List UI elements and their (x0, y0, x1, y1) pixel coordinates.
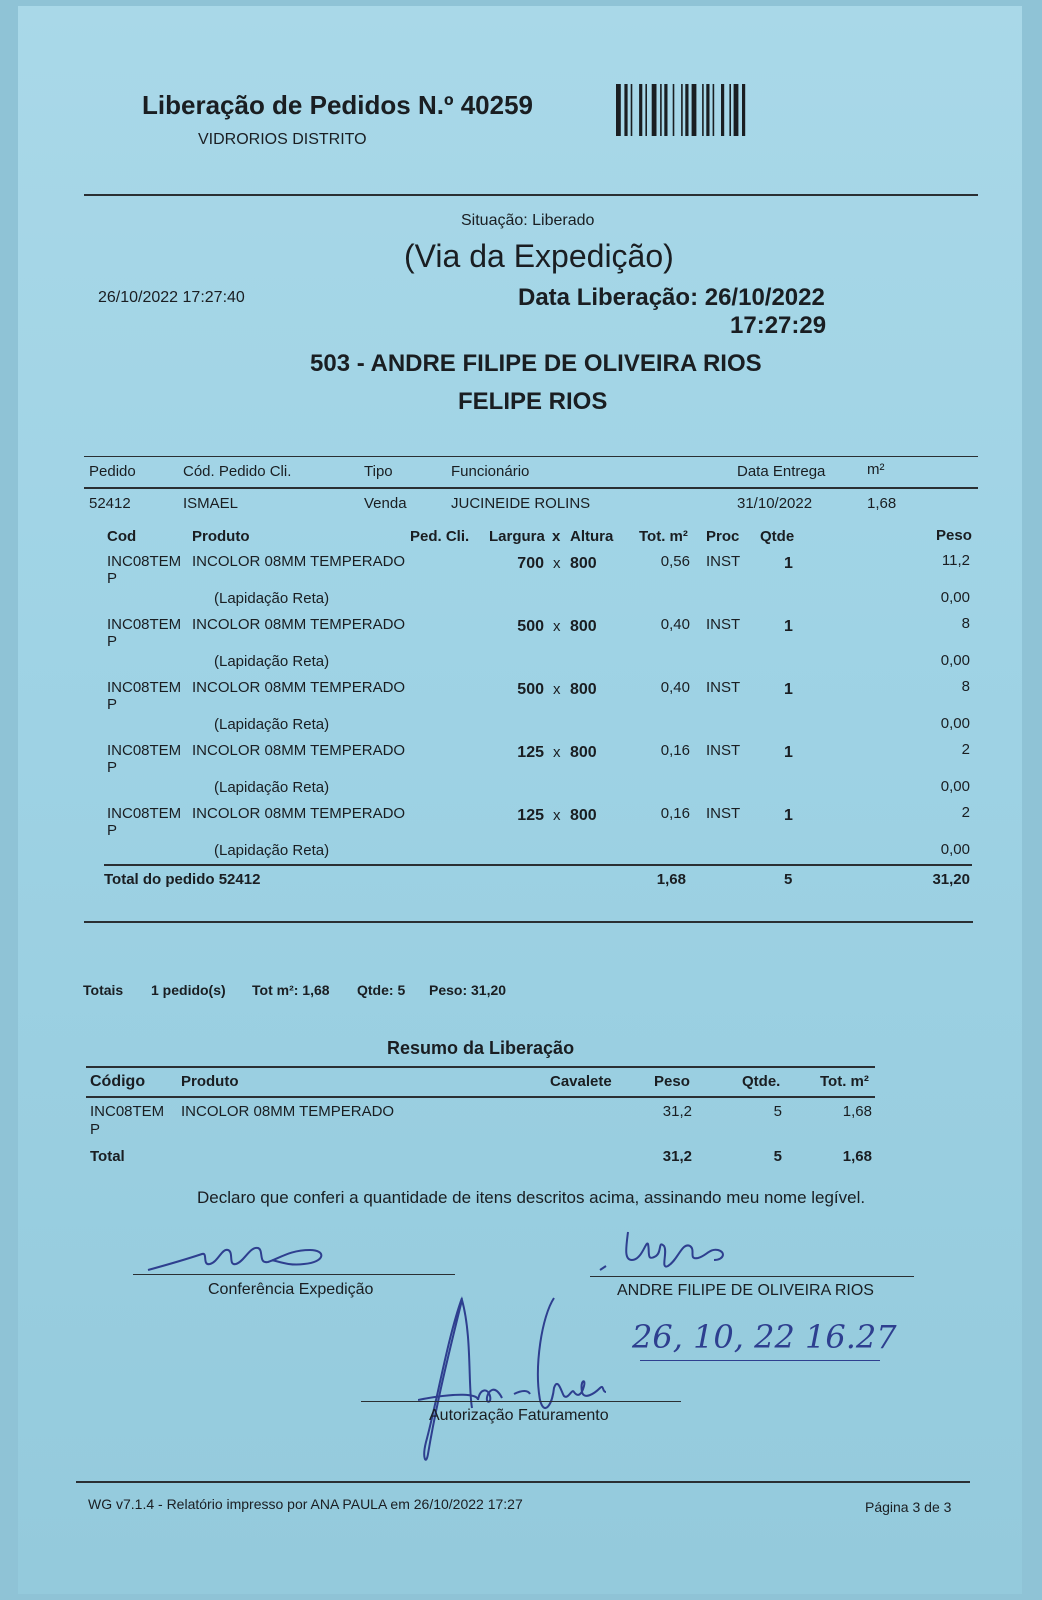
item-cod2: P (107, 696, 118, 713)
item-proc: INST (706, 679, 741, 696)
col-funcionario: Funcionário (451, 463, 530, 480)
release-date: Data Liberação: 26/10/2022 (518, 284, 825, 311)
item-sub: (Lapidação Reta) (214, 653, 330, 670)
order-total-qtde: 5 (784, 871, 793, 888)
item-sub: (Lapidação Reta) (214, 779, 330, 796)
item-x: x (553, 807, 561, 824)
summary-col-codigo: Código (90, 1073, 146, 1090)
summary-codigo-wrap: P (90, 1121, 101, 1138)
autorizacao-signature (418, 1296, 628, 1468)
col-tipo: Tipo (364, 463, 393, 480)
item-largura: 125 (517, 807, 544, 824)
item-sub-peso: 0,00 (940, 589, 970, 606)
item-altura: 800 (570, 618, 597, 635)
conferencia-sign-line (133, 1274, 455, 1275)
item-x: x (553, 681, 561, 698)
summary-qtde: 5 (773, 1103, 782, 1120)
totals-qtde: Qtde: 5 (357, 982, 406, 998)
status-text: Situação: Liberado (461, 212, 595, 229)
item-x: x (553, 618, 561, 635)
item-largura: 125 (517, 744, 544, 761)
item-qtde: 1 (784, 681, 793, 698)
conferencia-label: Conferência Expedição (208, 1281, 374, 1298)
client-signature (598, 1226, 748, 1276)
item-proc: INST (706, 805, 741, 822)
col-m2: m² (867, 461, 885, 478)
item-altura: 800 (570, 807, 597, 824)
item-qtde: 1 (784, 555, 793, 572)
item-tot-m2: 0,40 (660, 616, 690, 633)
item-sub-peso: 0,00 (940, 715, 970, 732)
item-altura: 800 (570, 555, 597, 572)
summary-col-qtde: Qtde. (742, 1073, 781, 1090)
declaration-text: Declaro que conferi a quantidade de itens descritos acima, assinando meu nome legível. (197, 1188, 866, 1207)
item-cod2: P (107, 822, 118, 839)
item-qtde: 1 (784, 744, 793, 761)
order-total-label: Total do pedido 52412 (104, 871, 261, 888)
col-proc: Proc (706, 528, 740, 545)
col-peso: Peso (936, 527, 972, 544)
autorizacao-label: Autorização Faturamento (429, 1407, 609, 1424)
order-data-entrega: 31/10/2022 (737, 495, 813, 512)
items-total-line (104, 864, 972, 866)
totals-peso: Peso: 31,20 (429, 982, 507, 998)
document-title: Liberação de Pedidos N.º 40259 (142, 90, 533, 120)
col-pedido: Pedido (89, 463, 136, 480)
col-produto: Produto (192, 528, 250, 545)
item-sub-peso: 0,00 (940, 841, 970, 858)
client-sign-name: ANDRE FILIPE DE OLIVEIRA RIOS (617, 1282, 874, 1299)
handwritten-date-underline (640, 1360, 880, 1361)
item-qtde: 1 (784, 807, 793, 824)
autorizacao-sign-line (361, 1401, 681, 1402)
col-largura: Largura (489, 528, 545, 545)
item-cod: INC08TEM (107, 742, 182, 759)
item-peso: 8 (961, 615, 970, 632)
barcode (616, 84, 772, 136)
item-peso: 2 (961, 741, 970, 758)
totals-m2: Tot m²: 1,68 (252, 982, 330, 998)
conferencia-signature (140, 1236, 340, 1276)
totals-label: Totais (83, 982, 124, 998)
order-m2: 1,68 (867, 495, 897, 512)
item-produto: INCOLOR 08MM TEMPERADO (192, 553, 406, 570)
item-largura: 700 (517, 555, 544, 572)
item-sub-peso: 0,00 (940, 778, 970, 795)
summary-total-qtde: 5 (773, 1148, 782, 1165)
item-cod2: P (107, 759, 118, 776)
col-tot-m2: Tot. m² (639, 528, 688, 545)
item-proc: INST (706, 553, 741, 570)
client-sign-line (590, 1276, 914, 1277)
summary-col-cavalete: Cavalete (550, 1073, 612, 1090)
summary-peso: 31,2 (662, 1103, 692, 1120)
item-cod2: P (107, 633, 118, 650)
item-proc: INST (706, 742, 741, 759)
footer-page-number: Página 3 de 3 (865, 1499, 952, 1515)
col-cod: Cod (107, 528, 137, 545)
item-tot-m2: 0,56 (660, 553, 690, 570)
item-cod: INC08TEM (107, 553, 182, 570)
col-data-entrega: Data Entrega (737, 463, 826, 480)
item-largura: 500 (517, 618, 544, 635)
order-pedido: 52412 (89, 495, 131, 512)
summary-produto: INCOLOR 08MM TEMPERADO (181, 1103, 395, 1120)
footer-printed-by: WG v7.1.4 - Relatório impresso por ANA PAULA em 26/10/2022 17:27 (88, 1496, 523, 1512)
item-sub: (Lapidação Reta) (214, 590, 330, 607)
summary-total-peso: 31,2 (662, 1148, 692, 1165)
handwritten-date: 26, 10, 22 16.27 (632, 1318, 897, 1356)
order-funcionario: JUCINEIDE ROLINS (451, 495, 591, 512)
item-produto: INCOLOR 08MM TEMPERADO (192, 805, 406, 822)
item-sub: (Lapidação Reta) (214, 716, 330, 733)
summary-total-label: Total (90, 1148, 125, 1165)
item-cod: INC08TEM (107, 679, 182, 696)
totals-pedidos: 1 pedido(s) (151, 982, 226, 998)
order-cod-cli: ISMAEL (183, 495, 239, 512)
item-largura: 500 (517, 681, 544, 698)
item-proc: INST (706, 616, 741, 633)
item-produto: INCOLOR 08MM TEMPERADO (192, 679, 406, 696)
item-qtde: 1 (784, 618, 793, 635)
client-short-name: FELIPE RIOS (458, 388, 608, 415)
summary-top-line (86, 1066, 875, 1068)
order-total-m2: 1,68 (656, 871, 686, 888)
order-tipo: Venda (364, 495, 407, 512)
item-peso: 2 (961, 804, 970, 821)
item-altura: 800 (570, 681, 597, 698)
items-section-divider (84, 921, 973, 923)
item-produto: INCOLOR 08MM TEMPERADO (192, 616, 406, 633)
item-cod2: P (107, 570, 118, 587)
col-qtde: Qtde (760, 528, 795, 545)
col-x: x (552, 528, 561, 545)
summary-col-tot-m2: Tot. m² (820, 1073, 869, 1090)
release-time: 17:27:29 (730, 312, 827, 339)
item-cod: INC08TEM (107, 616, 182, 633)
item-produto: INCOLOR 08MM TEMPERADO (192, 742, 406, 759)
item-tot-m2: 0,16 (660, 742, 690, 759)
summary-title: Resumo da Liberação (387, 1038, 575, 1058)
item-peso: 8 (961, 678, 970, 695)
header-divider (84, 194, 978, 196)
order-table-top (84, 456, 978, 457)
item-x: x (553, 555, 561, 572)
summary-total-tot-m2: 1,68 (842, 1148, 872, 1165)
summary-col-produto: Produto (181, 1073, 239, 1090)
order-table-header-line (84, 487, 978, 489)
item-peso: 11,2 (941, 552, 970, 569)
client-name: 503 - ANDRE FILIPE DE OLIVEIRA RIOS (310, 350, 762, 377)
item-sub: (Lapidação Reta) (214, 842, 330, 859)
summary-header-line (86, 1096, 875, 1098)
item-x: x (553, 744, 561, 761)
col-altura: Altura (570, 528, 614, 545)
order-total-peso: 31,20 (932, 871, 970, 888)
col-ped-cli: Ped. Cli. (410, 528, 470, 545)
item-cod: INC08TEM (107, 805, 182, 822)
company-name: VIDRORIOS DISTRITO (198, 131, 367, 148)
summary-tot-m2: 1,68 (842, 1103, 872, 1120)
item-tot-m2: 0,16 (660, 805, 690, 822)
item-altura: 800 (570, 744, 597, 761)
item-sub-peso: 0,00 (940, 652, 970, 669)
summary-codigo: INC08TEM (90, 1103, 165, 1120)
printed-at: 26/10/2022 17:27:40 (98, 289, 245, 306)
via-label: (Via da Expedição) (404, 238, 674, 274)
summary-col-peso: Peso (654, 1073, 690, 1090)
footer-divider (76, 1481, 970, 1483)
item-tot-m2: 0,40 (660, 679, 690, 696)
col-cod-cli: Cód. Pedido Cli. (183, 463, 292, 480)
